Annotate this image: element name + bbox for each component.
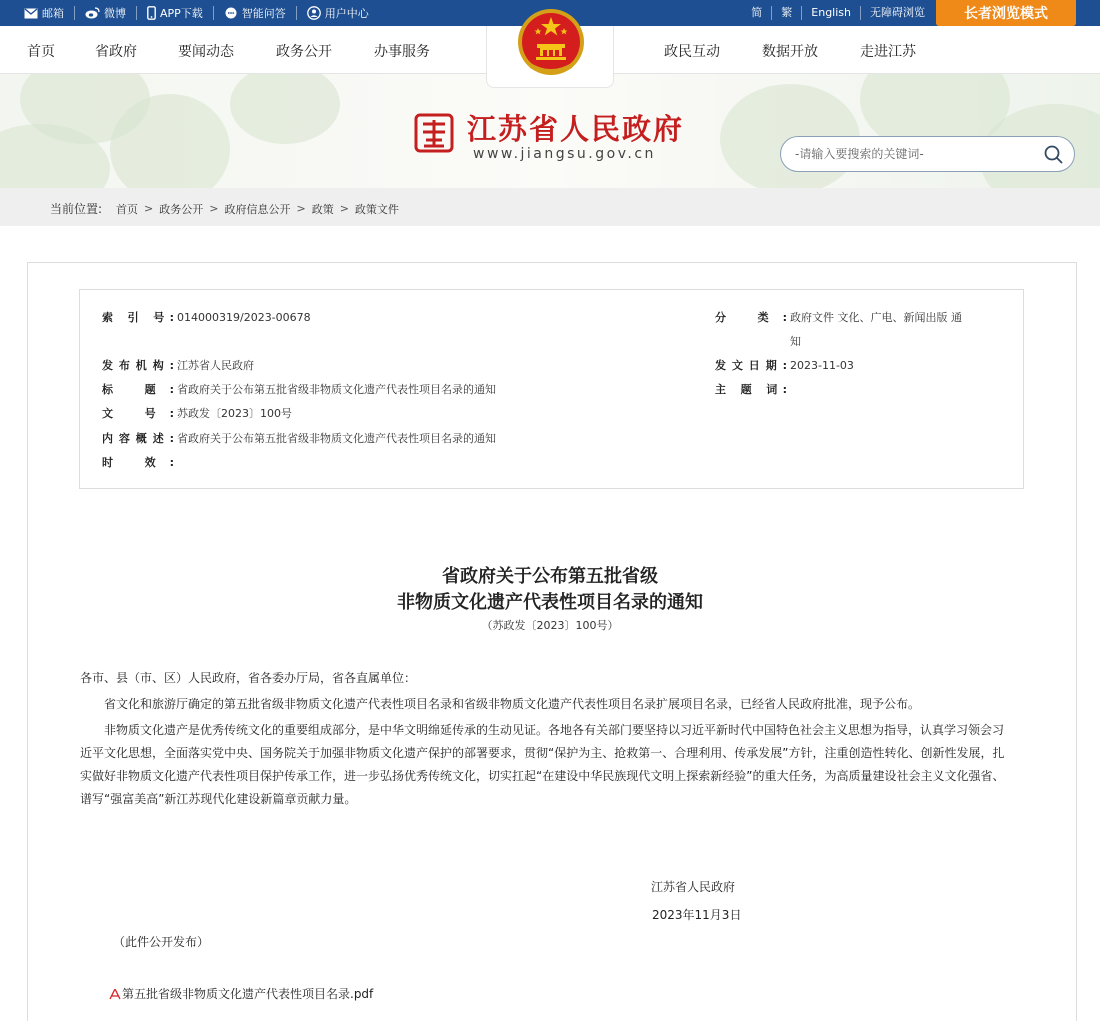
- document-body: [80, 667, 1005, 811]
- breadcrumb-item[interactable]: 政策文件: [354, 202, 399, 216]
- salutation: 各市、县（市、区）人民政府，省各委办厅局，省各直属单位：: [80, 671, 417, 685]
- body-paragraph: 非物质文化遗产是优秀传统文化的重要组成部分，是中华文明绵延传承的生动见证。各地各有关部门要坚持以习近平新时代中国特色社会主义思想为指导，认真学习领会习近平文化思想，全面落实党中央、国务院关于加强非物质文化遗产保护的部署要求，贯彻“保护为主、抢救第一、合理利用、传承发展”方针，注重创造性转化、创新性发展，扎实做好非物质文化遗产代表性项目保护传承工作，进一步弘扬优秀传统文化，切实扛起“在建设中华民族现代文明上探索新经验”的重大任务，为高质量建设社会主义文化强省、谱写“强富美高”新江苏现代化建设新篇章贡献力量。: [80, 723, 1005, 806]
- chat-icon: [224, 7, 238, 20]
- phone-icon: [147, 6, 156, 20]
- app-download-link[interactable]: APP下载: [137, 6, 214, 20]
- document-number: （苏政发〔2023〕100号）: [481, 619, 619, 632]
- site-url: www.jiangsu.gov.cn: [473, 146, 656, 162]
- search-input[interactable]: [795, 145, 1030, 163]
- traditional-chinese-link[interactable]: 繁: [772, 6, 802, 20]
- sign-date: 2023年11月3日: [652, 908, 742, 922]
- nav-item-services[interactable]: 办事服务: [374, 44, 430, 60]
- accessibility-link[interactable]: 无障碍浏览: [870, 6, 925, 19]
- nav-item-province-gov[interactable]: 省政府: [95, 44, 137, 60]
- banner-decoration: [110, 94, 230, 188]
- simplified-chinese-link[interactable]: 简: [742, 6, 772, 20]
- public-release-note: （此件公开发布）: [113, 935, 210, 949]
- english-link[interactable]: English: [802, 6, 861, 20]
- attachment-link[interactable]: [109, 985, 373, 1002]
- search-box: [780, 136, 1075, 172]
- banner-decoration: [230, 74, 340, 144]
- smart-qa-link[interactable]: 智能问答: [214, 6, 297, 20]
- nav-item-interaction[interactable]: 政民互动: [664, 44, 720, 60]
- breadcrumb-separator: >: [296, 202, 306, 215]
- site-title[interactable]: 江苏省人民政府: [467, 112, 685, 146]
- pdf-icon: [109, 987, 121, 1000]
- nav-item-news[interactable]: 要闻动态: [178, 44, 234, 60]
- document-meta-table: 索 引 号: 014000319/2023-00678 分 类: 政府文件 文化、广电、新闻出版 通 知 发布机构: 江苏省人民政府 发文日期: 2023-11-03 标 题: 省政府关于公布第五批省级非物质文化遗产代表性项目名录的通知 主 题 词: 文 号: 苏政发〔2023〕100号 内容概述: 省政府关于公布第五批省级非物质文化遗产代表性项目名录的通知 时 效:: [79, 289, 1024, 489]
- document-title-line2: 非物质文化遗产代表性项目名录的通知: [397, 592, 703, 613]
- attachment-filename[interactable]: 第五批省级非物质文化遗产代表性项目名录.pdf: [122, 987, 374, 1001]
- nav-item-open-data[interactable]: 数据开放: [762, 44, 818, 60]
- nav-item-gov-affairs[interactable]: 政务公开: [276, 44, 332, 60]
- breadcrumb: [50, 200, 399, 217]
- mail-icon: [24, 8, 38, 19]
- top-links-right: [742, 0, 934, 26]
- document-title-line1: 省政府关于公布第五批省级: [442, 566, 658, 587]
- search-icon[interactable]: [1043, 144, 1064, 165]
- breadcrumb-item[interactable]: 首页: [116, 202, 139, 216]
- nav-item-about-jiangsu[interactable]: 走进江苏: [860, 44, 916, 60]
- breadcrumb-separator: >: [144, 202, 154, 215]
- signature: 江苏省人民政府: [651, 880, 736, 894]
- breadcrumb-separator: >: [209, 202, 219, 215]
- breadcrumb-item[interactable]: 政策: [311, 202, 334, 216]
- top-links-left: [14, 0, 379, 26]
- breadcrumb-separator: >: [339, 202, 349, 215]
- breadcrumb-item[interactable]: 政务公开: [159, 202, 204, 216]
- weibo-icon: [85, 7, 100, 19]
- mail-link[interactable]: 邮箱: [14, 6, 75, 20]
- breadcrumb-label: 当前位置:: [50, 202, 103, 216]
- user-icon: [307, 6, 321, 20]
- nav-item-home[interactable]: 首页: [27, 44, 55, 60]
- jiangsu-logo-icon: [414, 112, 454, 154]
- national-emblem-icon[interactable]: [514, 6, 588, 80]
- breadcrumb-item[interactable]: 政府信息公开: [224, 202, 291, 216]
- weibo-link[interactable]: 微博: [75, 6, 137, 20]
- breadcrumb-bar: [0, 188, 1100, 226]
- elder-mode-button[interactable]: 长者浏览模式: [936, 0, 1076, 26]
- body-paragraph: 省文化和旅游厅确定的第五批省级非物质文化遗产代表性项目名录和省级非物质文化遗产代表性项目名录扩展项目名录，已经省人民政府批准，现予公布。: [104, 697, 921, 711]
- user-center-link[interactable]: 用户中心: [297, 6, 379, 20]
